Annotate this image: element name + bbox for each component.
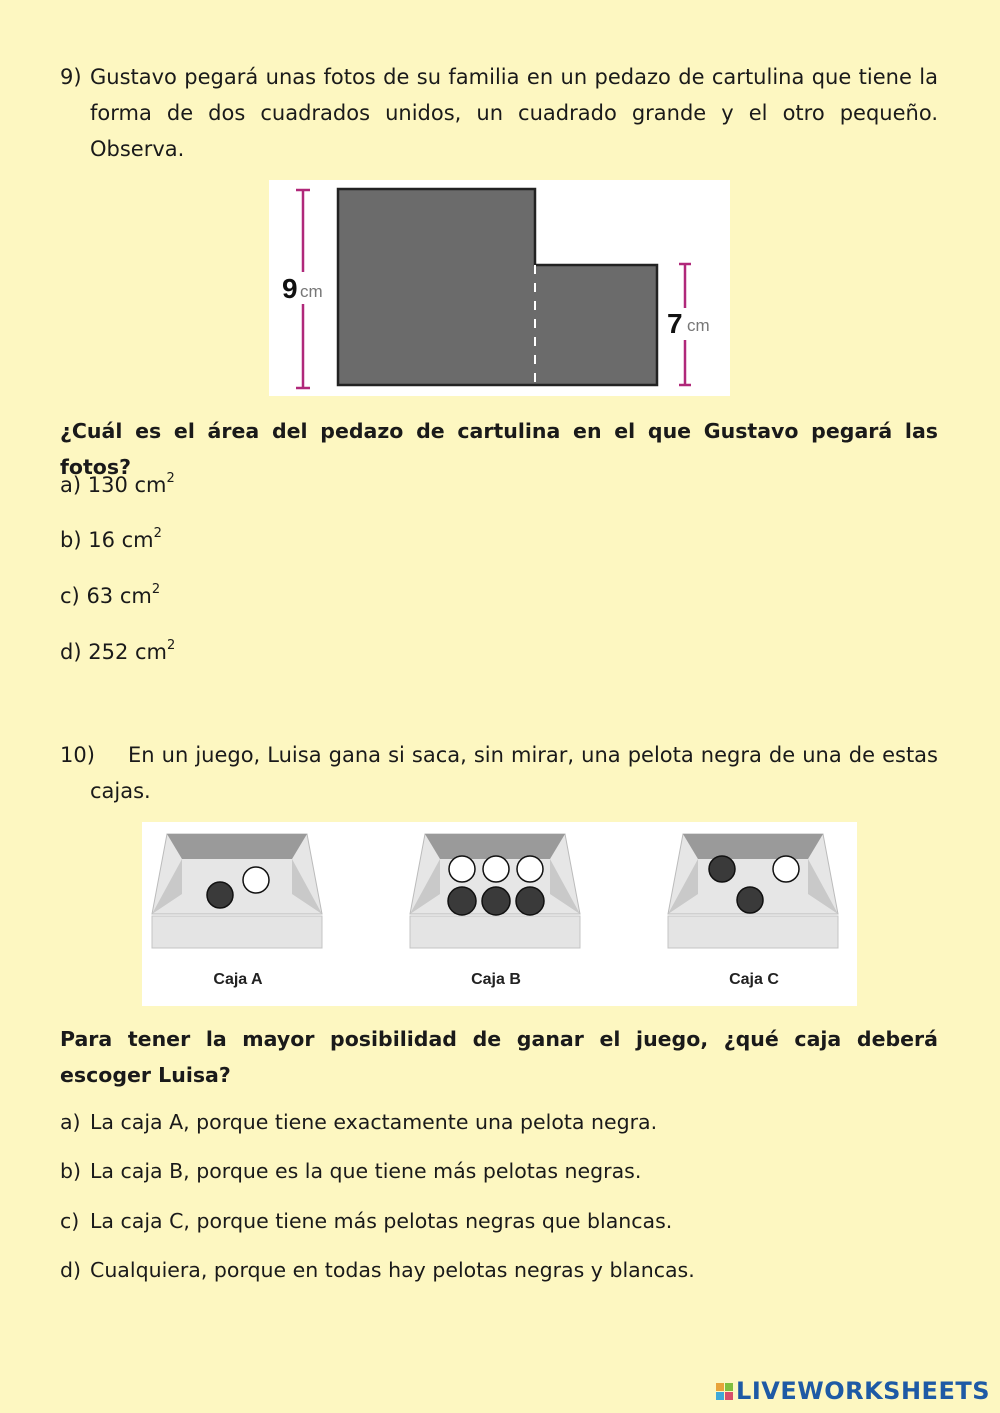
q9-option-c-exponent: 2: [151, 582, 161, 597]
q9-number: 9): [60, 65, 82, 89]
q9-option-a-letter: a): [60, 473, 82, 497]
q10-option-a-text: La caja A, porque tiene exactamente una pelota negra.: [90, 1110, 658, 1134]
q10-option-b-letter: b): [60, 1159, 82, 1183]
box-b-white-ball-3: [517, 856, 543, 882]
q9-shape-diagram: [269, 180, 730, 396]
q9-option-d-value: 252 cm: [88, 640, 167, 664]
box-b-black-ball-2: [482, 887, 510, 915]
q9-option-d-exponent: 2: [166, 638, 176, 653]
big-side-unit: cm: [300, 282, 323, 301]
q9-option-a-value: 130 cm: [87, 473, 167, 497]
liveworksheets-brand[interactable]: [716, 1377, 990, 1405]
q9-option-c-value: 63 cm: [86, 584, 152, 608]
small-side-value: 7: [667, 308, 683, 339]
q9-option-b[interactable]: [60, 520, 162, 556]
q10-statement: [60, 737, 938, 809]
q10-option-c-text: La caja C, porque tiene más pelotas negras que blancas.: [90, 1209, 673, 1233]
q9-option-b-value: 16 cm: [88, 528, 154, 552]
q10-option-d-letter: d): [60, 1258, 82, 1282]
q10-option-c[interactable]: [60, 1205, 672, 1237]
liveworksheets-logo-icon: [716, 1383, 733, 1400]
small-side-unit: cm: [687, 316, 710, 335]
box-b-label: Caja B: [471, 971, 521, 988]
q10-option-d-text: Cualquiera, porque en todas hay pelotas negras y blancas.: [90, 1258, 695, 1282]
q10-option-b-text: La caja B, porque es la que tiene más pelotas negras.: [90, 1159, 642, 1183]
combined-squares-shape: [338, 189, 657, 385]
q10-number: 10): [60, 743, 95, 767]
q9-question: ¿Cuál es el área del pedazo de cartulina en el que Gustavo pegará las fotos?: [60, 419, 938, 479]
box-a-label: Caja A: [213, 971, 263, 988]
q9-option-c-letter: c): [60, 584, 80, 608]
q9-option-d[interactable]: [60, 632, 175, 668]
box-c-black-ball-1: [709, 856, 735, 882]
box-c-black-ball-2: [737, 887, 763, 913]
q10-option-a-letter: a): [60, 1110, 81, 1134]
q9-option-b-letter: b): [60, 528, 82, 552]
q10-boxes-diagram: [142, 822, 857, 1006]
q10-text: En un juego, Luisa gana si saca, sin mirar, una pelota negra de una de estas cajas.: [90, 743, 938, 803]
q9-figure: [269, 180, 730, 396]
q10-option-a[interactable]: [60, 1106, 657, 1138]
box-b: [410, 834, 580, 948]
box-b-black-ball-1: [448, 887, 476, 915]
q9-option-d-letter: d): [60, 640, 82, 664]
q10-option-d[interactable]: [60, 1254, 695, 1286]
box-c-white-ball: [773, 856, 799, 882]
q10-question: Para tener la mayor posibilidad de ganar el juego, ¿qué caja deberá escoger Luisa?: [60, 1027, 938, 1087]
liveworksheets-text: LIVEWORKSHEETS: [736, 1377, 990, 1405]
box-b-white-ball-1: [449, 856, 475, 882]
box-a-white-ball: [243, 867, 269, 893]
q9-option-c[interactable]: [60, 576, 160, 612]
q10-option-c-letter: c): [60, 1209, 80, 1233]
q9-text: Gustavo pegará unas fotos de su familia en un pedazo de cartulina que tiene la forma de dos cuadrados unidos, un cuadrado grande y el otro pequeño. Observa.: [90, 65, 938, 161]
big-side-value: 9: [282, 273, 298, 304]
box-b-black-ball-3: [516, 887, 544, 915]
q9-option-a[interactable]: [60, 465, 175, 501]
box-a: [152, 834, 322, 948]
q9-statement: [60, 59, 938, 167]
box-b-white-ball-2: [483, 856, 509, 882]
q9-option-b-exponent: 2: [153, 526, 162, 541]
q10-option-b[interactable]: [60, 1155, 641, 1187]
q10-figure: [142, 822, 857, 1006]
box-a-black-ball: [207, 882, 233, 908]
box-c: [668, 834, 838, 948]
q9-option-a-exponent: 2: [166, 471, 175, 486]
box-c-label: Caja C: [729, 971, 779, 988]
